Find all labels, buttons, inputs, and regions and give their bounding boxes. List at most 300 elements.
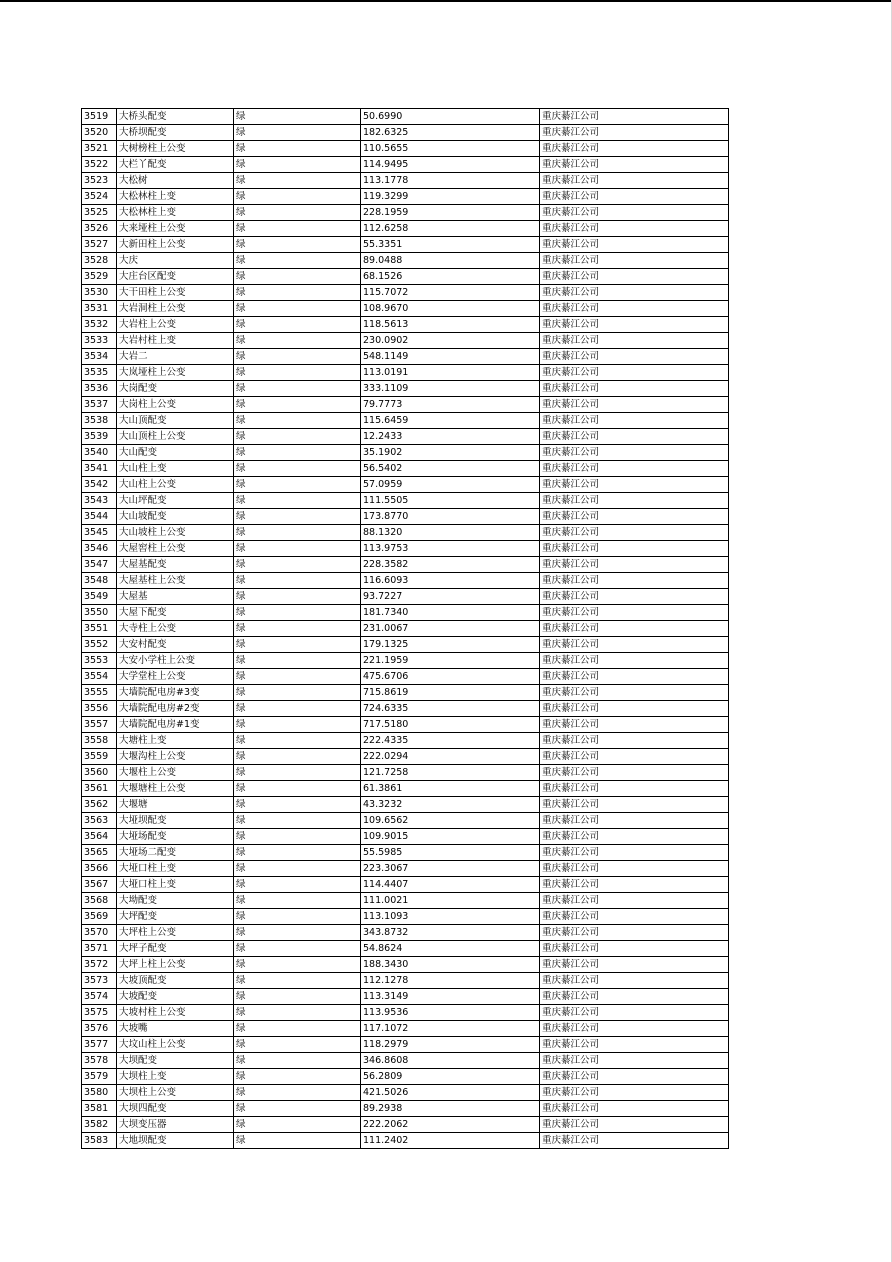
company-cell: 重庆綦江公司 bbox=[540, 285, 729, 301]
status-color-cell: 绿 bbox=[234, 573, 361, 589]
transformer-table bbox=[81, 108, 729, 1149]
row-id-cell: 3540 bbox=[82, 445, 117, 461]
page-top-border bbox=[0, 0, 892, 2]
row-id-cell: 3527 bbox=[82, 237, 117, 253]
table-row bbox=[82, 1101, 729, 1117]
value-cell: 55.5985 bbox=[361, 845, 540, 861]
row-id-cell: 3519 bbox=[82, 109, 117, 125]
value-cell: 113.9753 bbox=[361, 541, 540, 557]
table-row bbox=[82, 1085, 729, 1101]
status-color-cell: 绿 bbox=[234, 109, 361, 125]
station-name-cell: 大庆 bbox=[117, 253, 234, 269]
station-name-cell: 大墙院配电房#2变 bbox=[117, 701, 234, 717]
row-id-cell: 3529 bbox=[82, 269, 117, 285]
status-color-cell: 绿 bbox=[234, 733, 361, 749]
table-row bbox=[82, 717, 729, 733]
status-color-cell: 绿 bbox=[234, 1101, 361, 1117]
table-row bbox=[82, 829, 729, 845]
station-name-cell: 大垭口柱上变 bbox=[117, 877, 234, 893]
table-row bbox=[82, 525, 729, 541]
value-cell: 89.2938 bbox=[361, 1101, 540, 1117]
row-id-cell: 3579 bbox=[82, 1069, 117, 1085]
company-cell: 重庆綦江公司 bbox=[540, 973, 729, 989]
table-row bbox=[82, 861, 729, 877]
table-row bbox=[82, 397, 729, 413]
company-cell: 重庆綦江公司 bbox=[540, 157, 729, 173]
row-id-cell: 3557 bbox=[82, 717, 117, 733]
company-cell: 重庆綦江公司 bbox=[540, 1101, 729, 1117]
table-row bbox=[82, 477, 729, 493]
row-id-cell: 3575 bbox=[82, 1005, 117, 1021]
table-row bbox=[82, 461, 729, 477]
station-name-cell: 大坡村柱上公变 bbox=[117, 1005, 234, 1021]
row-id-cell: 3555 bbox=[82, 685, 117, 701]
status-color-cell: 绿 bbox=[234, 509, 361, 525]
row-id-cell: 3528 bbox=[82, 253, 117, 269]
row-id-cell: 3532 bbox=[82, 317, 117, 333]
company-cell: 重庆綦江公司 bbox=[540, 653, 729, 669]
company-cell: 重庆綦江公司 bbox=[540, 141, 729, 157]
status-color-cell: 绿 bbox=[234, 717, 361, 733]
status-color-cell: 绿 bbox=[234, 301, 361, 317]
status-color-cell: 绿 bbox=[234, 461, 361, 477]
status-color-cell: 绿 bbox=[234, 781, 361, 797]
row-id-cell: 3560 bbox=[82, 765, 117, 781]
value-cell: 114.9495 bbox=[361, 157, 540, 173]
station-name-cell: 大垭场二配变 bbox=[117, 845, 234, 861]
value-cell: 221.1959 bbox=[361, 653, 540, 669]
row-id-cell: 3539 bbox=[82, 429, 117, 445]
value-cell: 113.0191 bbox=[361, 365, 540, 381]
company-cell: 重庆綦江公司 bbox=[540, 381, 729, 397]
company-cell: 重庆綦江公司 bbox=[540, 317, 729, 333]
status-color-cell: 绿 bbox=[234, 365, 361, 381]
status-color-cell: 绿 bbox=[234, 285, 361, 301]
station-name-cell: 大岩柱上公变 bbox=[117, 317, 234, 333]
station-name-cell: 大坟山柱上公变 bbox=[117, 1037, 234, 1053]
company-cell: 重庆綦江公司 bbox=[540, 461, 729, 477]
station-name-cell: 大坪柱上公变 bbox=[117, 925, 234, 941]
value-cell: 50.6990 bbox=[361, 109, 540, 125]
station-name-cell: 大岗柱上公变 bbox=[117, 397, 234, 413]
table-row bbox=[82, 589, 729, 605]
table-row bbox=[82, 701, 729, 717]
row-id-cell: 3561 bbox=[82, 781, 117, 797]
table-row bbox=[82, 813, 729, 829]
status-color-cell: 绿 bbox=[234, 1053, 361, 1069]
value-cell: 112.6258 bbox=[361, 221, 540, 237]
company-cell: 重庆綦江公司 bbox=[540, 989, 729, 1005]
table-row bbox=[82, 893, 729, 909]
status-color-cell: 绿 bbox=[234, 749, 361, 765]
table-row bbox=[82, 173, 729, 189]
table-row bbox=[82, 797, 729, 813]
table-row bbox=[82, 141, 729, 157]
company-cell: 重庆綦江公司 bbox=[540, 205, 729, 221]
station-name-cell: 大寺柱上公变 bbox=[117, 621, 234, 637]
table-row bbox=[82, 941, 729, 957]
value-cell: 222.2062 bbox=[361, 1117, 540, 1133]
row-id-cell: 3533 bbox=[82, 333, 117, 349]
status-color-cell: 绿 bbox=[234, 557, 361, 573]
status-color-cell: 绿 bbox=[234, 477, 361, 493]
company-cell: 重庆綦江公司 bbox=[540, 893, 729, 909]
station-name-cell: 大安村配变 bbox=[117, 637, 234, 653]
value-cell: 715.8619 bbox=[361, 685, 540, 701]
status-color-cell: 绿 bbox=[234, 1069, 361, 1085]
status-color-cell: 绿 bbox=[234, 253, 361, 269]
table-row bbox=[82, 909, 729, 925]
row-id-cell: 3546 bbox=[82, 541, 117, 557]
value-cell: 118.5613 bbox=[361, 317, 540, 333]
status-color-cell: 绿 bbox=[234, 397, 361, 413]
table-row bbox=[82, 1053, 729, 1069]
status-color-cell: 绿 bbox=[234, 141, 361, 157]
company-cell: 重庆綦江公司 bbox=[540, 669, 729, 685]
status-color-cell: 绿 bbox=[234, 893, 361, 909]
row-id-cell: 3577 bbox=[82, 1037, 117, 1053]
value-cell: 343.8732 bbox=[361, 925, 540, 941]
status-color-cell: 绿 bbox=[234, 653, 361, 669]
status-color-cell: 绿 bbox=[234, 333, 361, 349]
table-row bbox=[82, 973, 729, 989]
company-cell: 重庆綦江公司 bbox=[540, 429, 729, 445]
row-id-cell: 3563 bbox=[82, 813, 117, 829]
row-id-cell: 3523 bbox=[82, 173, 117, 189]
company-cell: 重庆綦江公司 bbox=[540, 589, 729, 605]
status-color-cell: 绿 bbox=[234, 1005, 361, 1021]
table-row bbox=[82, 781, 729, 797]
row-id-cell: 3536 bbox=[82, 381, 117, 397]
station-name-cell: 大屋基 bbox=[117, 589, 234, 605]
status-color-cell: 绿 bbox=[234, 829, 361, 845]
station-name-cell: 大安小学柱上公变 bbox=[117, 653, 234, 669]
row-id-cell: 3578 bbox=[82, 1053, 117, 1069]
table-row bbox=[82, 493, 729, 509]
transformer-table-body bbox=[82, 109, 729, 1149]
row-id-cell: 3576 bbox=[82, 1021, 117, 1037]
status-color-cell: 绿 bbox=[234, 957, 361, 973]
company-cell: 重庆綦江公司 bbox=[540, 509, 729, 525]
table-row bbox=[82, 957, 729, 973]
table-row bbox=[82, 365, 729, 381]
value-cell: 228.3582 bbox=[361, 557, 540, 573]
company-cell: 重庆綦江公司 bbox=[540, 957, 729, 973]
value-cell: 109.9015 bbox=[361, 829, 540, 845]
row-id-cell: 3550 bbox=[82, 605, 117, 621]
status-color-cell: 绿 bbox=[234, 1133, 361, 1149]
company-cell: 重庆綦江公司 bbox=[540, 605, 729, 621]
value-cell: 35.1902 bbox=[361, 445, 540, 461]
status-color-cell: 绿 bbox=[234, 349, 361, 365]
station-name-cell: 大山顶配变 bbox=[117, 413, 234, 429]
status-color-cell: 绿 bbox=[234, 925, 361, 941]
row-id-cell: 3571 bbox=[82, 941, 117, 957]
station-name-cell: 大地坝配变 bbox=[117, 1133, 234, 1149]
row-id-cell: 3549 bbox=[82, 589, 117, 605]
table-row bbox=[82, 685, 729, 701]
table-row bbox=[82, 317, 729, 333]
station-name-cell: 大堰沟柱上公变 bbox=[117, 749, 234, 765]
row-id-cell: 3569 bbox=[82, 909, 117, 925]
company-cell: 重庆綦江公司 bbox=[540, 413, 729, 429]
row-id-cell: 3547 bbox=[82, 557, 117, 573]
row-id-cell: 3548 bbox=[82, 573, 117, 589]
station-name-cell: 大坝变压器 bbox=[117, 1117, 234, 1133]
value-cell: 188.3430 bbox=[361, 957, 540, 973]
status-color-cell: 绿 bbox=[234, 973, 361, 989]
station-name-cell: 大山柱上变 bbox=[117, 461, 234, 477]
station-name-cell: 大松树 bbox=[117, 173, 234, 189]
station-name-cell: 大堰柱上公变 bbox=[117, 765, 234, 781]
table-row bbox=[82, 557, 729, 573]
row-id-cell: 3559 bbox=[82, 749, 117, 765]
value-cell: 118.2979 bbox=[361, 1037, 540, 1053]
table-row bbox=[82, 1133, 729, 1149]
value-cell: 68.1526 bbox=[361, 269, 540, 285]
station-name-cell: 大坳配变 bbox=[117, 893, 234, 909]
status-color-cell: 绿 bbox=[234, 221, 361, 237]
row-id-cell: 3570 bbox=[82, 925, 117, 941]
station-name-cell: 大墙院配电房#1变 bbox=[117, 717, 234, 733]
table-row bbox=[82, 989, 729, 1005]
station-name-cell: 大岗配变 bbox=[117, 381, 234, 397]
company-cell: 重庆綦江公司 bbox=[540, 445, 729, 461]
table-row bbox=[82, 333, 729, 349]
table-row bbox=[82, 125, 729, 141]
station-name-cell: 大坪子配变 bbox=[117, 941, 234, 957]
status-color-cell: 绿 bbox=[234, 381, 361, 397]
table-row bbox=[82, 925, 729, 941]
value-cell: 113.1093 bbox=[361, 909, 540, 925]
company-cell: 重庆綦江公司 bbox=[540, 557, 729, 573]
company-cell: 重庆綦江公司 bbox=[540, 925, 729, 941]
status-color-cell: 绿 bbox=[234, 157, 361, 173]
table-row bbox=[82, 285, 729, 301]
station-name-cell: 大塘柱上变 bbox=[117, 733, 234, 749]
value-cell: 12.2433 bbox=[361, 429, 540, 445]
status-color-cell: 绿 bbox=[234, 429, 361, 445]
row-id-cell: 3521 bbox=[82, 141, 117, 157]
value-cell: 182.6325 bbox=[361, 125, 540, 141]
value-cell: 717.5180 bbox=[361, 717, 540, 733]
value-cell: 346.8608 bbox=[361, 1053, 540, 1069]
row-id-cell: 3541 bbox=[82, 461, 117, 477]
row-id-cell: 3522 bbox=[82, 157, 117, 173]
row-id-cell: 3582 bbox=[82, 1117, 117, 1133]
status-color-cell: 绿 bbox=[234, 989, 361, 1005]
company-cell: 重庆綦江公司 bbox=[540, 813, 729, 829]
status-color-cell: 绿 bbox=[234, 205, 361, 221]
company-cell: 重庆綦江公司 bbox=[540, 909, 729, 925]
row-id-cell: 3562 bbox=[82, 797, 117, 813]
status-color-cell: 绿 bbox=[234, 1037, 361, 1053]
status-color-cell: 绿 bbox=[234, 685, 361, 701]
table-row bbox=[82, 669, 729, 685]
value-cell: 115.7072 bbox=[361, 285, 540, 301]
station-name-cell: 大坝四配变 bbox=[117, 1101, 234, 1117]
row-id-cell: 3574 bbox=[82, 989, 117, 1005]
company-cell: 重庆綦江公司 bbox=[540, 781, 729, 797]
row-id-cell: 3530 bbox=[82, 285, 117, 301]
company-cell: 重庆綦江公司 bbox=[540, 333, 729, 349]
station-name-cell: 大堰塘 bbox=[117, 797, 234, 813]
status-color-cell: 绿 bbox=[234, 413, 361, 429]
row-id-cell: 3545 bbox=[82, 525, 117, 541]
table-row bbox=[82, 445, 729, 461]
station-name-cell: 大干田柱上公变 bbox=[117, 285, 234, 301]
table-row bbox=[82, 253, 729, 269]
company-cell: 重庆綦江公司 bbox=[540, 1021, 729, 1037]
value-cell: 54.8624 bbox=[361, 941, 540, 957]
station-name-cell: 大桥坝配变 bbox=[117, 125, 234, 141]
table-row bbox=[82, 301, 729, 317]
row-id-cell: 3538 bbox=[82, 413, 117, 429]
value-cell: 119.3299 bbox=[361, 189, 540, 205]
table-row bbox=[82, 1005, 729, 1021]
company-cell: 重庆綦江公司 bbox=[540, 397, 729, 413]
company-cell: 重庆綦江公司 bbox=[540, 1005, 729, 1021]
value-cell: 111.2402 bbox=[361, 1133, 540, 1149]
value-cell: 173.8770 bbox=[361, 509, 540, 525]
station-name-cell: 大岩洞柱上公变 bbox=[117, 301, 234, 317]
status-color-cell: 绿 bbox=[234, 269, 361, 285]
table-row bbox=[82, 189, 729, 205]
status-color-cell: 绿 bbox=[234, 125, 361, 141]
status-color-cell: 绿 bbox=[234, 845, 361, 861]
value-cell: 88.1320 bbox=[361, 525, 540, 541]
status-color-cell: 绿 bbox=[234, 861, 361, 877]
company-cell: 重庆綦江公司 bbox=[540, 717, 729, 733]
table-row bbox=[82, 733, 729, 749]
row-id-cell: 3535 bbox=[82, 365, 117, 381]
status-color-cell: 绿 bbox=[234, 525, 361, 541]
status-color-cell: 绿 bbox=[234, 589, 361, 605]
company-cell: 重庆綦江公司 bbox=[540, 253, 729, 269]
company-cell: 重庆綦江公司 bbox=[540, 221, 729, 237]
table-row bbox=[82, 205, 729, 221]
company-cell: 重庆綦江公司 bbox=[540, 1069, 729, 1085]
row-id-cell: 3568 bbox=[82, 893, 117, 909]
company-cell: 重庆綦江公司 bbox=[540, 365, 729, 381]
status-color-cell: 绿 bbox=[234, 877, 361, 893]
row-id-cell: 3520 bbox=[82, 125, 117, 141]
company-cell: 重庆綦江公司 bbox=[540, 573, 729, 589]
company-cell: 重庆綦江公司 bbox=[540, 1053, 729, 1069]
status-color-cell: 绿 bbox=[234, 1021, 361, 1037]
table-row bbox=[82, 1069, 729, 1085]
station-name-cell: 大垭坝配变 bbox=[117, 813, 234, 829]
company-cell: 重庆綦江公司 bbox=[540, 477, 729, 493]
value-cell: 79.7773 bbox=[361, 397, 540, 413]
table-row bbox=[82, 845, 729, 861]
station-name-cell: 大山坡配变 bbox=[117, 509, 234, 525]
value-cell: 116.6093 bbox=[361, 573, 540, 589]
value-cell: 121.7258 bbox=[361, 765, 540, 781]
station-name-cell: 大屋下配变 bbox=[117, 605, 234, 621]
station-name-cell: 大坡顶配变 bbox=[117, 973, 234, 989]
row-id-cell: 3566 bbox=[82, 861, 117, 877]
row-id-cell: 3567 bbox=[82, 877, 117, 893]
table-row bbox=[82, 541, 729, 557]
table-row bbox=[82, 381, 729, 397]
status-color-cell: 绿 bbox=[234, 637, 361, 653]
station-name-cell: 大松林柱上变 bbox=[117, 205, 234, 221]
status-color-cell: 绿 bbox=[234, 1085, 361, 1101]
company-cell: 重庆綦江公司 bbox=[540, 749, 729, 765]
row-id-cell: 3526 bbox=[82, 221, 117, 237]
status-color-cell: 绿 bbox=[234, 173, 361, 189]
company-cell: 重庆綦江公司 bbox=[540, 765, 729, 781]
table-row bbox=[82, 573, 729, 589]
table-row bbox=[82, 413, 729, 429]
value-cell: 110.5655 bbox=[361, 141, 540, 157]
status-color-cell: 绿 bbox=[234, 189, 361, 205]
company-cell: 重庆綦江公司 bbox=[540, 637, 729, 653]
table-row bbox=[82, 349, 729, 365]
station-name-cell: 大松林柱上变 bbox=[117, 189, 234, 205]
station-name-cell: 大桥头配变 bbox=[117, 109, 234, 125]
company-cell: 重庆綦江公司 bbox=[540, 109, 729, 125]
table-row bbox=[82, 109, 729, 125]
status-color-cell: 绿 bbox=[234, 237, 361, 253]
company-cell: 重庆綦江公司 bbox=[540, 525, 729, 541]
table-row bbox=[82, 621, 729, 637]
table-row bbox=[82, 1037, 729, 1053]
station-name-cell: 大山坪配变 bbox=[117, 493, 234, 509]
status-color-cell: 绿 bbox=[234, 621, 361, 637]
value-cell: 228.1959 bbox=[361, 205, 540, 221]
station-name-cell: 大岩二 bbox=[117, 349, 234, 365]
table-row bbox=[82, 605, 729, 621]
value-cell: 222.4335 bbox=[361, 733, 540, 749]
table-row bbox=[82, 637, 729, 653]
company-cell: 重庆綦江公司 bbox=[540, 829, 729, 845]
status-color-cell: 绿 bbox=[234, 317, 361, 333]
station-name-cell: 大山坡柱上公变 bbox=[117, 525, 234, 541]
station-name-cell: 大山顶柱上公变 bbox=[117, 429, 234, 445]
station-name-cell: 大坡嘴 bbox=[117, 1021, 234, 1037]
row-id-cell: 3554 bbox=[82, 669, 117, 685]
company-cell: 重庆綦江公司 bbox=[540, 1117, 729, 1133]
value-cell: 113.9536 bbox=[361, 1005, 540, 1021]
value-cell: 56.2809 bbox=[361, 1069, 540, 1085]
row-id-cell: 3542 bbox=[82, 477, 117, 493]
station-name-cell: 大山配变 bbox=[117, 445, 234, 461]
status-color-cell: 绿 bbox=[234, 765, 361, 781]
table-row bbox=[82, 157, 729, 173]
row-id-cell: 3543 bbox=[82, 493, 117, 509]
status-color-cell: 绿 bbox=[234, 445, 361, 461]
station-name-cell: 大庄台区配变 bbox=[117, 269, 234, 285]
station-name-cell: 大坝柱上公变 bbox=[117, 1085, 234, 1101]
station-name-cell: 大坝柱上变 bbox=[117, 1069, 234, 1085]
company-cell: 重庆綦江公司 bbox=[540, 685, 729, 701]
company-cell: 重庆綦江公司 bbox=[540, 301, 729, 317]
company-cell: 重庆綦江公司 bbox=[540, 1037, 729, 1053]
station-name-cell: 大坝配变 bbox=[117, 1053, 234, 1069]
value-cell: 421.5026 bbox=[361, 1085, 540, 1101]
company-cell: 重庆綦江公司 bbox=[540, 189, 729, 205]
value-cell: 114.4407 bbox=[361, 877, 540, 893]
value-cell: 113.3149 bbox=[361, 989, 540, 1005]
station-name-cell: 大坪上柱上公变 bbox=[117, 957, 234, 973]
table-row bbox=[82, 221, 729, 237]
table-row bbox=[82, 765, 729, 781]
station-name-cell: 大垭场配变 bbox=[117, 829, 234, 845]
status-color-cell: 绿 bbox=[234, 541, 361, 557]
table-row bbox=[82, 653, 729, 669]
